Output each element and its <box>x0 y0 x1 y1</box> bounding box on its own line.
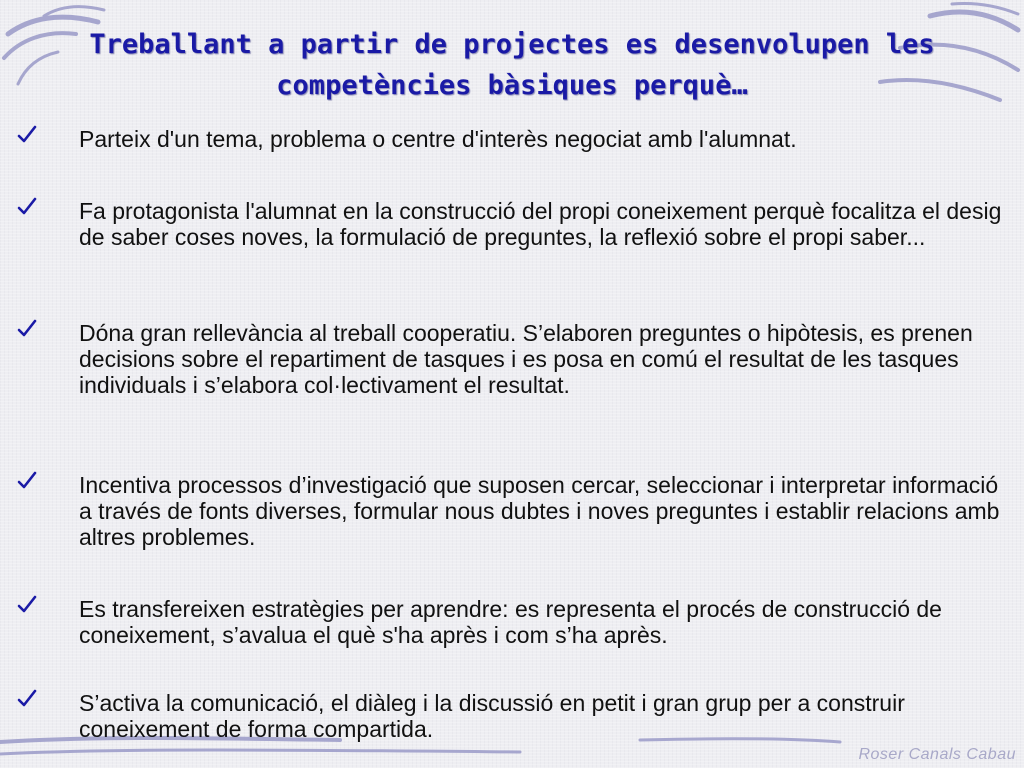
slide-title <box>40 24 984 106</box>
checkmark-icon <box>16 470 38 492</box>
checkmark-icon <box>16 124 38 146</box>
list-item-text: Fa protagonista l'alumnat en la construcció del propi coneixement perquè focalitza el desig de saber coses noves, la formulació de preguntes, la reflexió sobre el propi saber... <box>79 198 1002 250</box>
checkmark-icon <box>16 196 38 218</box>
title-line-2: competències bàsiques perquè… <box>276 70 748 101</box>
checkmark-icon <box>16 594 38 616</box>
author-credit: Roser Canals Cabau <box>858 746 1016 763</box>
checkmark-icon <box>16 688 38 710</box>
list-item-text: Incentiva processos d’investigació que suposen cercar, seleccionar i interpretar informació a través de fonts diverses, formular nous dubtes i noves preguntes i establir relacions amb altres problemes. <box>79 472 1000 550</box>
title-line-1: Treballant a partir de projectes es desenvolupen les <box>89 29 935 60</box>
list-item-text: Es transfereixen estratègies per aprendre: es representa el procés de construcció de coneixement, s’avalua el què s'ha après i com s’ha après. <box>79 596 942 648</box>
list-item-text: Dóna gran rellevància al treball cooperatiu. S’elaboren preguntes o hipòtesis, es prenen decisions sobre el repartiment de tasques i es posa en comú el resultat de les tasques individuals i s’elabora col·lectivament el resultat. <box>79 320 973 398</box>
list-item-text: Parteix d'un tema, problema o centre d'interès negociat amb l'alumnat. <box>79 126 797 152</box>
checkmark-icon <box>16 318 38 340</box>
list-item-text: S’activa la comunicació, el diàleg i la discussió en petit i gran grup per a construir coneixement de forma compartida. <box>79 690 905 742</box>
